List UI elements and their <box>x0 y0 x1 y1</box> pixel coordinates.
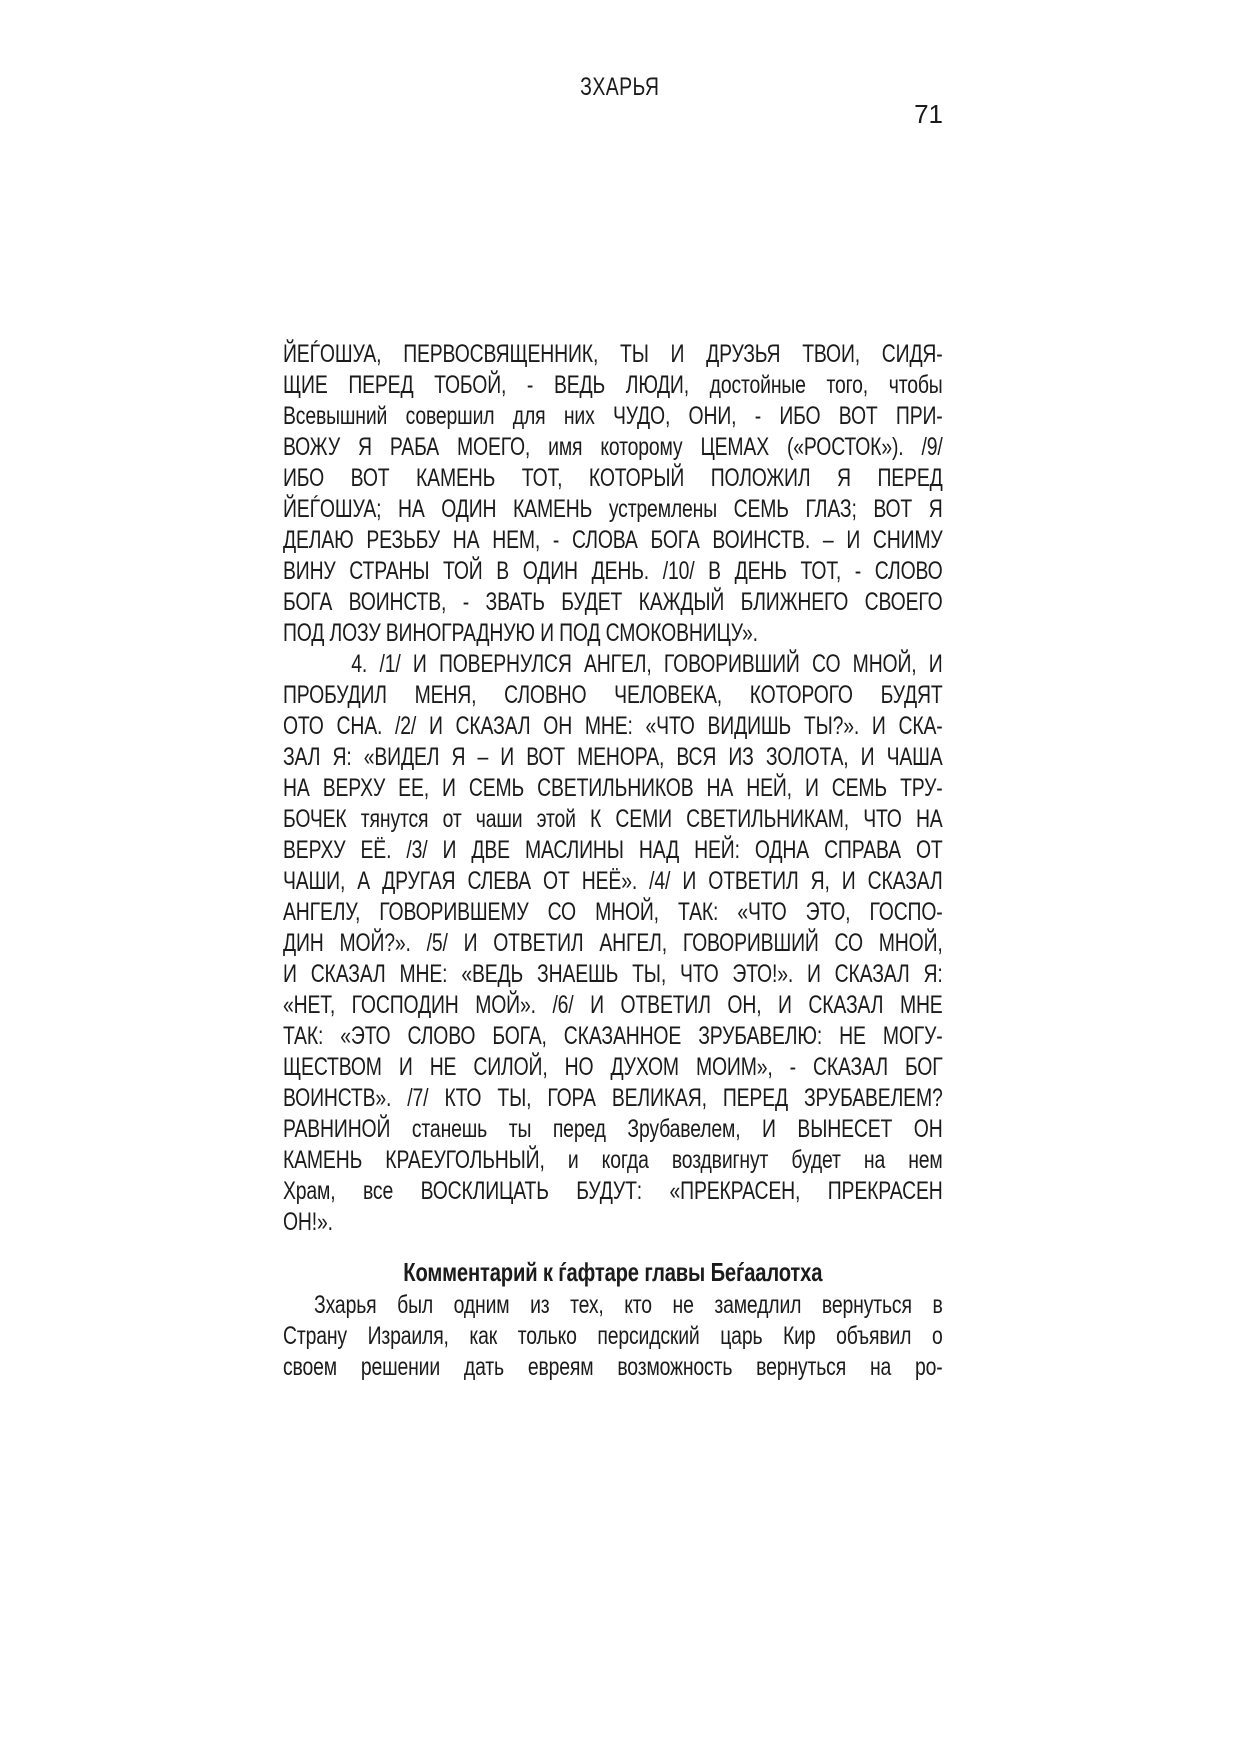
text-line: ЙЕЃОШУА; НА ОДИН КАМЕНЬ устремлены СЕМЬ ГЛАЗ; ВОТ Я <box>283 495 943 523</box>
text-line: РАВНИНОЙ станешь ты перед Зрубавелем, И ВЫНЕСЕТ ОН <box>283 1115 943 1143</box>
text-line: ДИН МОЙ?». /5/ И ОТВЕТИЛ АНГЕЛ, ГОВОРИВШИЙ СО МНОЙ, <box>283 929 943 957</box>
text-line: своем решении дать евреям возможность вернуться на ро- <box>283 1353 943 1381</box>
running-header-title: ЗХАРЬЯ <box>580 73 660 101</box>
text-line: ОН!». <box>283 1208 333 1236</box>
text-line: ТАК: «ЭТО СЛОВО БОГА, СКАЗАННОЕ ЗРУБАВЕЛЮ: НЕ МОГУ- <box>283 1022 943 1050</box>
text-line: ЗАЛ Я: «ВИДЕЛ Я – И ВОТ МЕНОРА, ВСЯ ИЗ ЗОЛОТА, И ЧАША <box>283 743 943 771</box>
section-heading: Комментарий к ѓафтаре главы Беѓаалотха <box>403 1257 823 1287</box>
text-line: НА ВЕРХУ ЕЕ, И СЕМЬ СВЕТИЛЬНИКОВ НА НЕЙ, И СЕМЬ ТРУ- <box>283 774 943 802</box>
text-line: 4. /1/ И ПОВЕРНУЛСЯ АНГЕЛ, ГОВОРИВШИЙ СО МНОЙ, И <box>351 650 943 678</box>
text-line: ЙЕЃОШУА, ПЕРВОСВЯЩЕННИК, ТЫ И ДРУЗЬЯ ТВОИ, СИДЯ- <box>283 340 943 368</box>
text-line: Зхарья был одним из тех, кто не замедлил вернуться в <box>314 1291 943 1319</box>
text-line: И СКАЗАЛ МНЕ: «ВЕДЬ ЗНАЕШЬ ТЫ, ЧТО ЭТО!». И СКАЗАЛ Я: <box>283 960 943 988</box>
text-line: ЩИЕ ПЕРЕД ТОБОЙ, - ВЕДЬ ЛЮДИ, достойные того, чтобы <box>283 371 943 399</box>
body-text <box>283 339 943 1383</box>
text-line: ПРОБУДИЛ МЕНЯ, СЛОВНО ЧЕЛОВЕКА, КОТОРОГО БУДЯТ <box>283 681 943 709</box>
text-line: ЧАШИ, А ДРУГАЯ СЛЕВА ОТ НЕЁ». /4/ И ОТВЕТИЛ Я, И СКАЗАЛ <box>283 867 943 895</box>
text-line: ДЕЛАЮ РЕЗЬБУ НА НЕМ, - СЛОВА БОГА ВОИНСТВ. – И СНИМУ <box>283 526 943 554</box>
text-line: ВОЖУ Я РАБА МОЕГО, имя которому ЦЕМАХ («РОСТОК»). /9/ <box>283 433 943 461</box>
text-line: Храм, все ВОСКЛИЦАТЬ БУДУТ: «ПРЕКРАСЕН, ПРЕКРАСЕН <box>283 1177 943 1205</box>
text-line: БОЧЕК тянутся от чаши этой К СЕМИ СВЕТИЛЬНИКАМ, ЧТО НА <box>283 805 943 833</box>
text-line: Всевышний совершил для них ЧУДО, ОНИ, - ИБО ВОТ ПРИ- <box>283 402 943 430</box>
text-line: КАМЕНЬ КРАЕУГОЛЬНЫЙ, и когда воздвигнут будет на нем <box>283 1146 943 1174</box>
text-line: АНГЕЛУ, ГОВОРИВШЕМУ СО МНОЙ, ТАК: «ЧТО ЭТО, ГОСПО- <box>283 898 943 926</box>
text-line: «НЕТ, ГОСПОДИН МОЙ». /6/ И ОТВЕТИЛ ОН, И СКАЗАЛ МНЕ <box>283 991 943 1019</box>
haftarah-chapter4-paragraph <box>283 649 943 1238</box>
text-line: ВЕРХУ ЕЁ. /3/ И ДВЕ МАСЛИНЫ НАД НЕЙ: ОДНА СПРАВА ОТ <box>283 836 943 864</box>
text-line: ЩЕСТВОМ И НЕ СИЛОЙ, НО ДУХОМ МОИМ», - СКАЗАЛ БОГ <box>283 1053 943 1081</box>
text-line: ПОД ЛОЗУ ВИНОГРАДНУЮ И ПОД СМОКОВНИЦУ». <box>283 619 758 647</box>
text-line: БОГА ВОИНСТВ, - ЗВАТЬ БУДЕТ КАЖДЫЙ БЛИЖНЕГО СВОЕГО <box>283 588 943 616</box>
text-line: ВОИНСТВ». /7/ КТО ТЫ, ГОРА ВЕЛИКАЯ, ПЕРЕД ЗРУБАВЕЛЕМ? <box>283 1084 943 1112</box>
running-header <box>0 72 1240 103</box>
text-line: ИБО ВОТ КАМЕНЬ ТОТ, КОТОРЫЙ ПОЛОЖИЛ Я ПЕРЕД <box>283 464 943 492</box>
text-line: Страну Израиля, как только персидский царь Кир объявил о <box>283 1322 943 1350</box>
text-line: ВИНУ СТРАНЫ ТОЙ В ОДИН ДЕНЬ. /10/ В ДЕНЬ ТОТ, - СЛОВО <box>283 557 943 585</box>
commentary-paragraph <box>283 1290 943 1383</box>
page-number: 71 <box>914 99 943 129</box>
haftarah-text-paragraph <box>283 339 943 649</box>
text-line: ОТО СНА. /2/ И СКАЗАЛ ОН МНЕ: «ЧТО ВИДИШЬ ТЫ?». И СКА- <box>283 712 943 740</box>
